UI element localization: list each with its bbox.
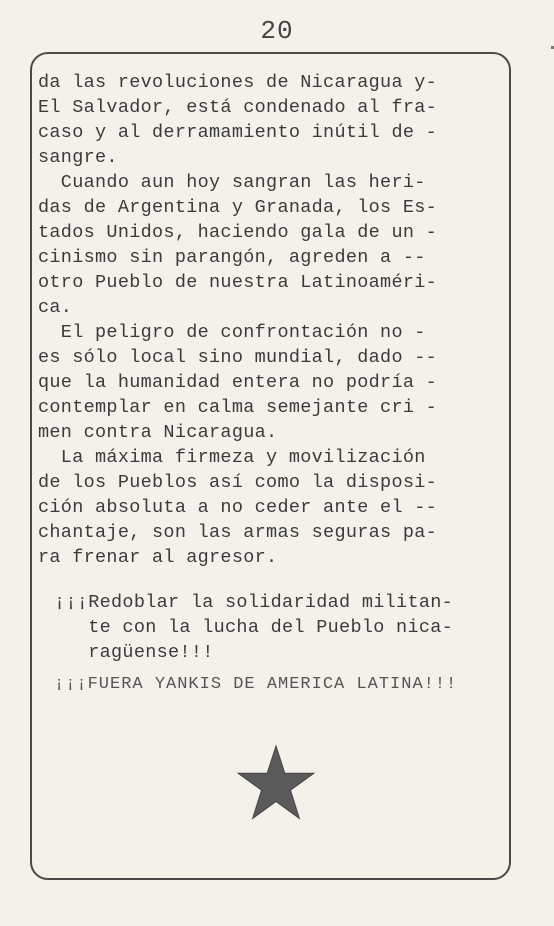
body-line: que la humanidad entera no podría - [38, 372, 438, 393]
body-line: El Salvador, está condenado al fra- [38, 97, 438, 118]
body-line: men contra Nicaragua. [38, 422, 278, 443]
body-line: Cuando aun hoy sangran las heri- [38, 172, 426, 193]
body-line: das de Argentina y Granada, los Es- [38, 197, 438, 218]
body-line: cinismo sin parangón, agreden a -- [38, 247, 426, 268]
body-line: ción absoluta a no ceder ante el -- [38, 497, 438, 518]
slogan-line: te con la lucha del Pueblo nica- [54, 617, 454, 638]
body-line: de los Pueblos así como la disposi- [38, 472, 438, 493]
solidarity-slogan [54, 590, 504, 665]
body-line: chantaje, son las armas seguras pa- [38, 522, 438, 543]
body-line: ca. [38, 297, 73, 318]
body-line: El peligro de confrontación no - [38, 322, 426, 343]
body-line: ra frenar al agresor. [38, 547, 278, 568]
body-line: tados Unidos, haciendo gala de un - [38, 222, 438, 243]
body-text [38, 70, 504, 570]
closing-slogan: ¡¡¡FUERA YANKIS DE AMERICA LATINA!!! [54, 675, 458, 694]
star-icon [236, 744, 316, 822]
slogan-line: ¡¡¡Redoblar la solidaridad militan- [54, 592, 454, 613]
page-number: 20 [260, 16, 294, 46]
body-line: da las revoluciones de Nicaragua y- [38, 72, 438, 93]
slogan-line: ragüense!!! [54, 642, 214, 663]
body-line: caso y al derramamiento inútil de - [38, 122, 438, 143]
body-line: sangre. [38, 147, 118, 168]
body-line: es sólo local sino mundial, dado -- [38, 347, 438, 368]
body-line: La máxima firmeza y movilización [38, 447, 426, 468]
body-line: otro Pueblo de nuestra Latinoaméri- [38, 272, 438, 293]
body-line: contemplar en calma semejante cri - [38, 397, 438, 418]
